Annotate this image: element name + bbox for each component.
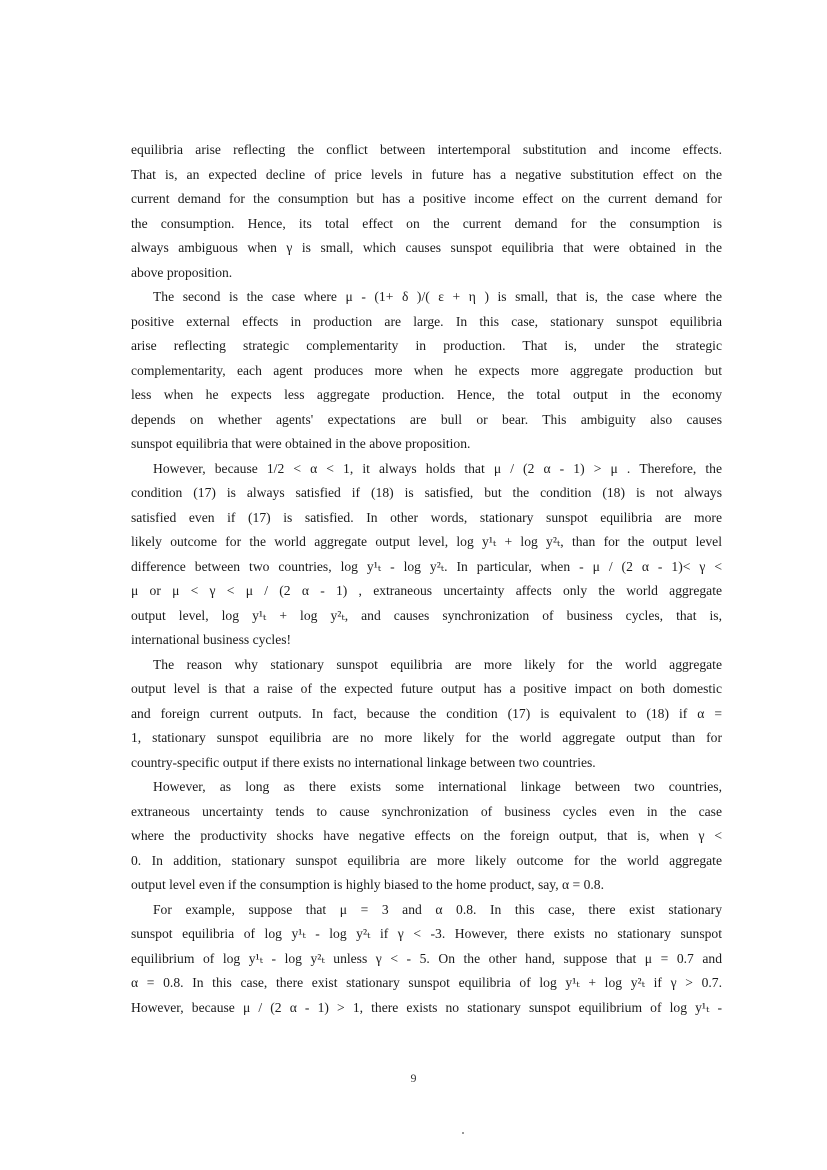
text-line: For example, suppose that μ = 3 and α 0.8. In this case, there exist stationary: [153, 901, 722, 917]
text-line: output level, log y¹ₜ + log y²ₜ, and causes synchronization of business cycles, that is,: [131, 607, 722, 623]
text-line: 0. In addition, stationary sunspot equilibria are more likely outcome for the world aggregate: [131, 852, 722, 868]
text-line: the consumption. Hence, its total effect on the current demand for the consumption is: [131, 215, 722, 231]
text-line: The reason why stationary sunspot equilibria are more likely for the world aggregate: [153, 656, 722, 672]
paragraph: [131, 898, 722, 1021]
paragraph: [131, 653, 722, 776]
text-line: However, as long as there exists some international linkage between two countries,: [153, 779, 722, 794]
paragraph: [131, 138, 722, 285]
text-line: current demand for the consumption but has a positive income effect on the current demand for: [131, 191, 722, 206]
text-line: sunspot equilibria that were obtained in the above proposition.: [131, 436, 471, 451]
text-line: positive external effects in production are large. In this case, stationary sunspot equilibria: [131, 313, 722, 329]
text-line: difference between two countries, log y¹ₜ - log y²ₜ. In particular, when - μ / (2 α - 1)< γ <: [131, 558, 722, 574]
scan-speck: [462, 1132, 464, 1134]
text-line: international business cycles!: [131, 632, 292, 647]
text-line: μ or μ < γ < μ / (2 α - 1) , extraneous uncertainty affects only the world aggregate: [131, 583, 722, 598]
text-line: α = 0.8. In this case, there exist stationary sunspot equilibria of log y¹ₜ + log y²ₜ if γ > 0.7.: [131, 975, 722, 990]
text-line: However, because μ / (2 α - 1) > 1, there exists no stationary sunspot equilibrium of log y¹ₜ -: [131, 999, 722, 1015]
text-line: sunspot equilibria of log y¹ₜ - log y²ₜ if γ < -3. However, there exists no stationary sunspot: [131, 926, 722, 941]
text-line: 1, stationary sunspot equilibria are no more likely for the world aggregate output than for: [131, 730, 722, 745]
text-line: depends on whether agents' expectations are bull or bear. This ambiguity also causes: [131, 411, 722, 427]
text-line: likely outcome for the world aggregate output level, log y¹ₜ + log y²ₜ, than for the output level: [131, 534, 722, 549]
text-line: complementarity, each agent produces more when he expects more aggregate production but: [131, 362, 722, 378]
text-line: and foreign current outputs. In fact, because the condition (17) is equivalent to (18) if α =: [131, 705, 722, 721]
text-line: always ambiguous when γ is small, which causes sunspot equilibria that were obtained in the: [131, 240, 722, 255]
text-line: where the productivity shocks have negative effects on the foreign output, that is, when γ <: [131, 828, 722, 843]
text-line: output level even if the consumption is highly biased to the home product, say, α = 0.8.: [131, 877, 604, 892]
text-line: equilibrium of log y¹ₜ - log y²ₜ unless γ < - 5. On the other hand, suppose that μ = 0.7 and: [131, 950, 722, 966]
text-line: satisfied even if (17) is satisfied. In other words, stationary sunspot equilibria are more: [131, 509, 722, 525]
paragraph: [131, 457, 722, 653]
body-text: [131, 138, 722, 1020]
text-line: less when he expects less aggregate production. Hence, the total output in the economy: [131, 387, 722, 402]
text-line: The second is the case where μ - (1+ δ )/( ε + η ) is small, that is, the case where the: [153, 289, 722, 304]
text-line: country-specific output if there exists no international linkage between two countries.: [131, 754, 596, 770]
text-line: That is, an expected decline of price levels in future has a negative substitution effect on the: [131, 166, 722, 182]
text-line: However, because 1/2 < α < 1, it always holds that μ / (2 α - 1) > μ . Therefore, the: [153, 460, 722, 476]
page-number: 9: [410, 1071, 417, 1085]
text-line: equilibria arise reflecting the conflict between intertemporal substitution and income effects.: [131, 142, 722, 157]
text-line: condition (17) is always satisfied if (18) is satisfied, but the condition (18) is not always: [131, 485, 722, 500]
text-line: arise reflecting strategic complementarity in production. That is, under the strategic: [131, 338, 722, 353]
text-line: extraneous uncertainty tends to cause synchronization of business cycles even in the case: [131, 803, 722, 819]
paragraph: [131, 285, 722, 457]
paragraph: [131, 775, 722, 898]
text-line: output level is that a raise of the expected future output has a positive impact on both domestic: [131, 681, 722, 696]
text-line: above proposition.: [131, 264, 233, 280]
